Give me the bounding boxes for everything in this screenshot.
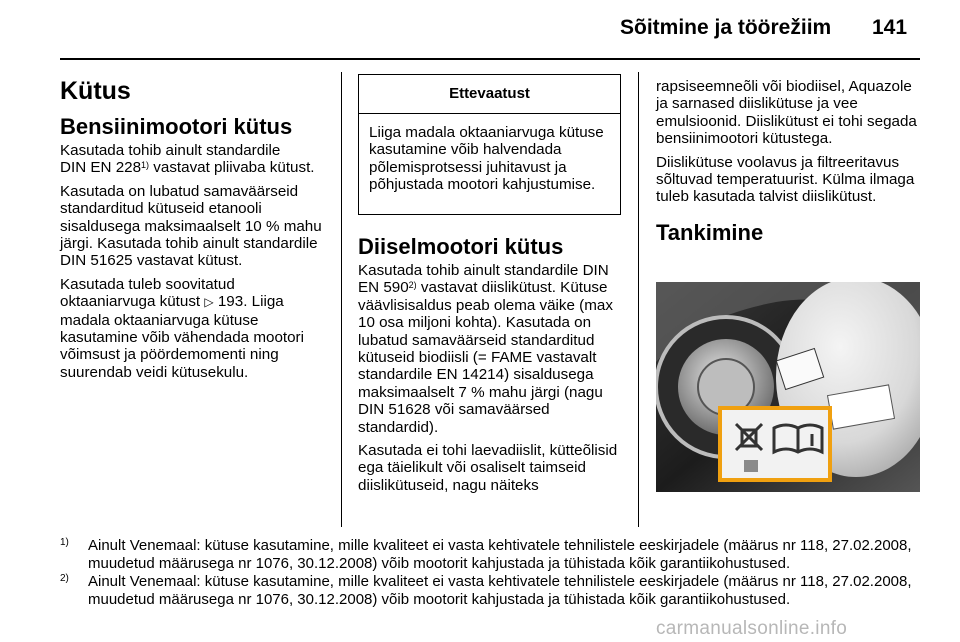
petrol-paragraph-1: Kasutada tohib ainult standardile DIN EN 228$^{1)}$ vastavat pliivaba kütust. <box>60 142 315 177</box>
refuelling-heading: Tankimine <box>656 219 764 245</box>
diesel-paragraph-1: Kasutada tohib ainult standardile DIN EN 590$^{2)}$ vastavat diislikütust. Kütuse väävlisisaldus peab olema väike (max 10 osa miljoni kohta). Kasutada on lubatud samaväärseid standarditud kütuseid biodiisli (= FAME vastavalt standardile EN 14214) sisaldusega maksimaalselt 7 % mahu järgi (nagu DIN 51628 või samaväärsed standardid). <box>358 262 613 436</box>
caution-title: Ettevaatust <box>359 75 620 114</box>
caution-box <box>358 74 621 215</box>
caution-text: Liiga madala oktaaniarvuga kütuse kasutamine võib halvendada põlemisprotsessi juhitavust ja põhjustada mootori kahjustumise. <box>369 124 604 194</box>
footnote-2-text: Ainult Venemaal: kütuse kasutamine, mille kvaliteet ei vasta kehtivatele tehnilistele eeskirjadele (määrus nr 118, 27.02.2008, muudetud määrusega nr 1076, 30.12.2008) võib mootorit kahjustada ja tühistada kõik garantiikohustused. <box>88 573 912 608</box>
section-title: Kütus <box>60 77 131 105</box>
diesel-paragraph-4: Diislikütuse voolavus ja filtreeritavus sõltuvad temperatuurist. Külma ilmaga tuleb kasutada talvist diislikütust. <box>656 153 915 206</box>
footnote-1 <box>60 537 930 572</box>
column-2 <box>358 232 626 500</box>
column-divider-2 <box>638 72 639 527</box>
footnote-ref-2[interactable]: 2) <box>408 280 417 291</box>
diesel-fuel-heading: Diiselmootori kütus <box>358 234 564 259</box>
diesel-symbol-icon <box>744 460 758 472</box>
page-reference-link[interactable]: 193 <box>217 293 244 311</box>
footnote-2-marker: 2) <box>60 573 69 584</box>
footnote-ref-1[interactable]: 1) <box>141 160 150 171</box>
petrol-paragraph-3: Kasutada tuleb soovitatud oktaaniarvuga kütust ▷ 193. Liiga madala oktaaniarvuga kütuse kasutamine võib vähendada mootori võimsust ja pöördemomenti ning suurendab veidi kütusekulu. <box>60 275 304 381</box>
petrol-fuel-heading: Bensiinimootori kütus <box>60 114 293 139</box>
petrol-paragraph-2: Kasutada on lubatud samaväärseid standarditud kütuseid etanooli sisaldusega maksimaalselt 10 % mahu järgi. Kasutada tohib ainult standardile DIN 51625 vastavat kütust. <box>60 182 322 270</box>
column-3 <box>656 78 918 248</box>
watermark: carmanualsonline.info <box>656 618 848 639</box>
header-rule <box>60 58 920 60</box>
page-number: 141 <box>872 16 908 39</box>
column-1 <box>60 76 332 387</box>
column-divider-1 <box>341 72 342 527</box>
running-header: Sõitmine ja töörežiim <box>620 16 832 39</box>
page-reference-arrow-icon: ▷ <box>204 295 214 310</box>
diesel-paragraph-3: rapsiseemneõli või biodiisel, Aquazole ja sarnased diislikütuse ja vee emulsioonid. Diislikütust ei tohi segada bensiinimootori kütustega. <box>656 78 917 148</box>
fuel-filler-flap-photo <box>656 282 920 492</box>
footnote-2 <box>60 573 930 608</box>
footnote-1-marker: 1) <box>60 537 69 548</box>
footnote-1-text: Ainult Venemaal: kütuse kasutamine, mille kvaliteet ei vasta kehtivatele tehnilistele eeskirjadele (määrus nr 118, 27.02.2008, muudetud määrusega nr 1076, 30.12.2008) võib mootorit kahjustada ja tühistada kõik garantiikohustused. <box>88 537 912 572</box>
diesel-paragraph-2: Kasutada ei tohi laevadiislit, kütteõlisid ega täielikult või osaliselt taimseid diislikütuseid, nagu näiteks <box>358 442 618 494</box>
